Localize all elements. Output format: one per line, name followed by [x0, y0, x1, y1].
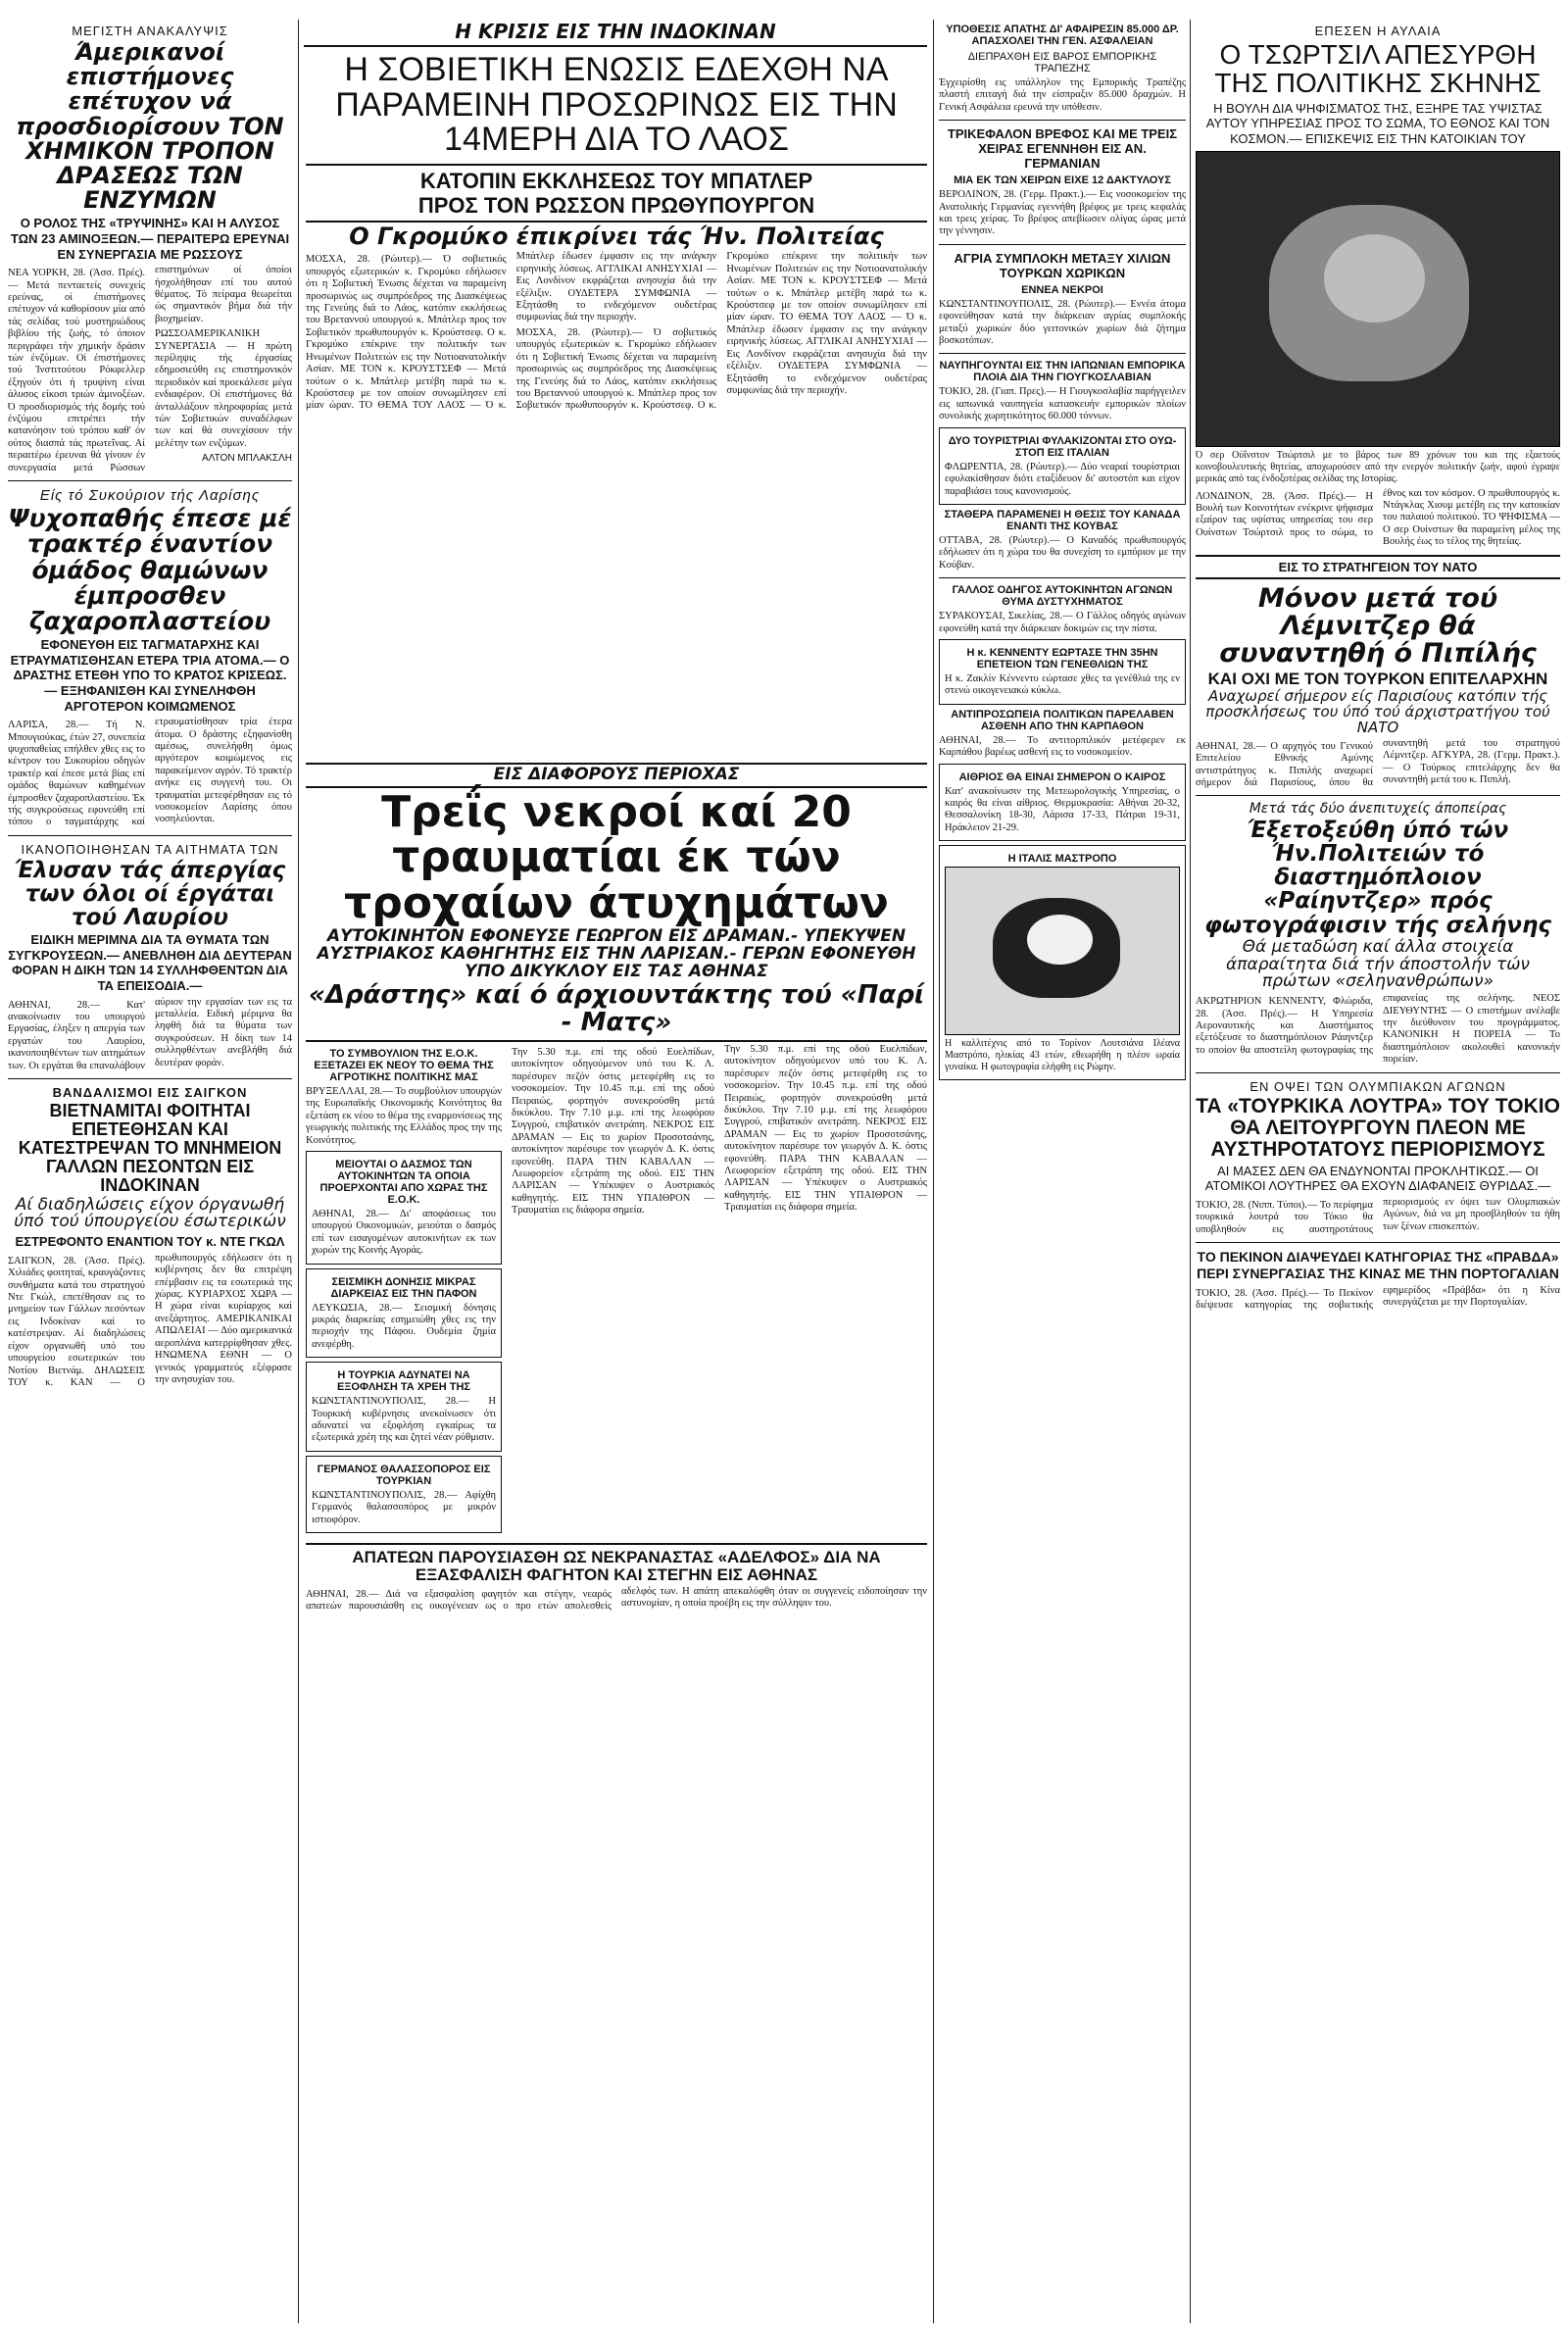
photo-caption: Ό σερ Ούΐνστον Τσώρτσιλ με το βάρος των 89 χρόνων του και της εξαετούς κοινοβουλευτικής θητείας, αποχωρούσεν από την ενεργόν πολιτικήν ζωήν, αφού έγραψε μερικάς από τας ένδοξοτέρας σελίδας της Ιστορίας.	[1196, 449, 1560, 484]
article-body: ΛΑΡΙΣΑ, 28.— Τή Ν. Μπουγιούκας, έτών 27, συνεπεία ψυχοπαθείας επήλθεν χθες εις το κέντρον του Συκουρίου οδηγών τρακτέρ καί έπεσε μετά βίας επί ομάδος θαμώνων καθημένων έμπροσθεν ζαχαροπλαστείου. Έκ τής συγκρούσεως εφονεύθη επί τόπου ο ταγματάρχης καί ετραυματίσθησαν τρία έτερα άτομα. Ο δράστης εξηφανίσθη αμέσως, συνελήφθη όμως αργότερον κοιμώμενος εις παρακείμενον αγρόν. Τό τρακτέρ ανήκε εις συγγενή του. Οι τραυματίαι μετεφέρθησαν εις τό νοσοκομείον Λαρίσης όπου νοσηλεύονται.	[8, 717, 292, 828]
brief-body: ΛΕΥΚΩΣΙΑ, 28.— Σεισμική δόνησις μικράς διαρκείας εσημειώθη χθες εις την περιοχήν της Πάφου. Ουδεμία ζημία ανεφέρθη.	[312, 1302, 496, 1350]
article-body: ΑΚΡΩΤΗΡΙΟΝ ΚΕΝΝΕΝΤΥ, Φλώριδα, 28. (Άσσ. Πρές).— Η Υπηρεσία Αεροναυτικής και Διαστήματος εξετόξευσε το διαστημόπλοιον Ράιηντζερ το οποίον θα αποστείλη φωτογραφίας της επιφανείας της σελήνης. ΝΕΟΣ ΔΙΕΥΘΥΝΤΗΣ — Ο επιστήμων ανέλαβε την διεύθυνσιν του προγράμματος. ΚΑΝΟΝΙΚΗ Η ΠΟΡΕΙΑ — Το διαστημόπλοιον ακολουθεί κανονικήν πορείαν.	[1196, 993, 1560, 1066]
column-center	[306, 51, 927, 2323]
article-body: ΑΘΗΝΑΙ, 28.— Ο αρχηγός του Γενικού Επιτελείου Εθνικής Αμύνης αντιστράτηγος κ. Πιπιλής αναχωρεί σήμερον διά Παρισίους, όπου θα συναντηθή μετά του στρατηγού Λέμνιτζερ. ΑΓΚΥΡΑ, 28. (Γερμ. Πρακτ.).— Ο Τούρκος επιτελάρχης δεν θα συναντηθή μετά του κ. Πιπιλή.	[1196, 737, 1560, 788]
kicker: ΒΑΝΔΑΛΙΣΜΟΙ ΕΙΣ ΣΑΙΓΚΟΝ	[52, 1085, 248, 1101]
photo-title: Η ΙΤΑΛΙΣ ΜΑΣΤΡΟΠΟ	[1007, 853, 1117, 866]
headline-saigon-2: Αί διαδηλώσεις είχον όργανωθή ύπό τού ύπουργείου έσωτερικών	[14, 1194, 286, 1232]
churchill-photo	[1196, 151, 1560, 447]
article-body: ΑΘΗΝΑΙ, 28.— Το αντιτορπιλικόν μετέφερεν εκ Καρπάθου βαρέως ασθενή εις το νοσοκομείον.	[939, 734, 1186, 759]
section-banner: Η ΚΡΙΣΙΣ ΕΙΣ ΤΗΝ ΙΝΔΟΚΙΝΑΝ	[304, 20, 927, 47]
article-body: Η κ. Ζακλίν Κέννεντυ εώρτασε χθες τα γενέθλιά της εν στενώ οικογενειακώ κύκλω.	[945, 672, 1180, 697]
headline-lavrion: Έλυσαν τάς άπεργίας των όλοι οί έργάται τού Λαυρίου	[14, 857, 286, 931]
article-body: ΚΩΝΣΤΑΝΤΙΝΟΥΠΟΛΙΣ, 28. (Ρώυτερ).— Εννέα άτομα εφονεύθησαν κατά την διάρκειαν αγρίας συμπλοκής μεταξύ χωρικών δύο γειτονικών χωρίων διά ζήτημα βοσκοτόπων.	[939, 298, 1186, 347]
photo-caption: Η καλλιτέχνις από το Τορίνον Λουτσιάνα Ιλέανα Μαστρόπο, ηλικίας 43 ετών, εθεωρήθη η πλέον ωραία γυναίκα. Η φωτογραφία ελήφθη εις Ρώμην.	[945, 1038, 1180, 1073]
brief-title: ΜΕΙΟΥΤΑΙ Ο ΔΑΣΜΟΣ ΤΩΝ ΑΥΤΟΚΙΝΗΤΩΝ ΤΑ ΟΠΟΙΑ ΠΡΟΕΡΧΟΝΤΑΙ ΑΠΟ ΧΩΡΑΣ ΤΗΣ Ε.Ο.Κ.	[319, 1159, 488, 1206]
headline-ships: ΝΑΥΠΗΓΟΥΝΤΑΙ ΕΙΣ ΤΗΝ ΙΑΠΩΝΙΑΝ ΕΜΠΟΡΙΚΑ ΠΛΟΙΑ ΔΙΑ ΤΗΝ ΓΙΟΥΓΚΟΣΛΑΒΙΑΝ	[939, 360, 1186, 384]
subheadline: ΜΙΑ ΕΚ ΤΩΝ ΧΕΙΡΩΝ ΕΙΧΕ 12 ΔΑΚΤΥΛΟΥΣ	[954, 174, 1171, 187]
article-body: ΜΟΣΧΑ, 28. (Ρώυτερ).— Ό σοβιετικός υπουργός εξωτερικών κ. Γκρομύκο εδήλωσεν ότι η Σοβιετική Ένωσις δέχεται να παραμείνη προσωρινώς ως συμπρόεδρος της Διασκέψεως της Γενεύης διά το Λάος, κατόπιν εκκλήσεως του Βρεταννού υπουργού κ. Μπάτλερ προς τον Σοβιετικόν πρωθυπουργόν κ. Κρούστσεφ. Ο κ. Γκρομύκο επέκρινε την πολιτικήν των Ηνωμένων Πολιτειών εις την Νοτιοανατολικήν Ασίαν. ΜΕ ΤΟΝ κ. ΚΡΟΥΣΤΣΕΦ — Μετά τούτων ο κ. Μπάτλερ μετέβη παρά τω κ. Κρούστσεφ με τον οποίον συνωμίλησεν επί μίαν ώραν. ΤΟ ΘΕΜΑ ΤΟΥ ΛΑΟΣ — Ό κ. Μπάτλερ έδωσεν έμφασιν εις την ανάγκην ειρηνικής λύσεως. ΑΓΓΛΙΚΑΙ ΑΝΗΣΥΧΙΑΙ — Εις Λονδίνον εκφράζεται ανησυχία διά την εξέλιξιν. ΟΥΔΕΤΕΡΑ ΣΥΜΦΩΝΙΑ — Εξητάσθη το ενδεχόμενον ουδετέρας συμφωνίας διά την περιοχήν.	[306, 251, 717, 412]
column-third	[939, 20, 1186, 2323]
kicker: ΕΠΕΣΕΝ Η ΑΥΛΑΙΑ	[1314, 24, 1442, 38]
subheadline: ΑΙ ΜΑΣΕΣ ΔΕΝ ΘΑ ΕΝΔΥΝΟΝΤΑΙ ΠΡΟΚΛΗΤΙΚΩΣ.— ΟΙ ΑΤΟΜΙΚΟΙ ΛΟΥΤΗΡΕΣ ΘΑ ΕΧΟΥΝ ΔΙΑΦΑΝΕΙΣ ΘΥΡΙΔΑΣ.—	[1204, 1163, 1551, 1194]
headline-weather: ΑΙΘΡΙΟΣ ΘΑ ΕΙΝΑΙ ΣΗΜΕΡΟΝ Ο ΚΑΙΡΟΣ	[958, 770, 1166, 783]
headline-fraud: ΥΠΟΘΕΣΙΣ ΑΠΑΤΗΣ ΔΙ' ΑΦΑΙΡΕΣΙΝ 85.000 ΔΡ. ΑΠΑΣΧΟΛΕΙ ΤΗΝ ΓΕΝ. ΑΣΦΑΛΕΙΑΝ	[946, 24, 1179, 47]
article-body: ΦΛΩΡΕΝΤΙΑ, 28. (Ρώυτερ).— Δύο νεαραί τουρίστριαι εφυλακίσθησαν διότι εταξίδευον δι' αυτοστόπ και είχον παραβιάσει τους κανονισμούς.	[945, 461, 1180, 497]
headline-racer: ΓΑΛΛΟΣ ΟΔΗΓΟΣ ΑΥΤΟΚΙΝΗΤΩΝ ΑΓΩΝΩΝ ΘΥΜΑ ΔΥΣΤΥΧΗΜΑΤΟΣ	[952, 584, 1173, 609]
section-kicker-nato: ΕΙΣ ΤΟ ΣΤΡΑΤΗΓΕΙΟΝ ΤΟΥ ΝΑΤΟ	[1196, 555, 1560, 579]
headline-baby: ΤΡΙΚΕΦΑΛΟΝ ΒΡΕΦΟΣ ΚΑΙ ΜΕ ΤΡΕΙΣ ΧΕΙΡΑΣ ΕΓΕΝΝΗΘΗ ΕΙΣ ΑΝ. ΓΕΡΜΑΝΙΑΝ	[947, 126, 1178, 172]
subheadline: ΕΝΝΕΑ ΝΕΚΡΟΙ	[1021, 283, 1103, 296]
headline-tokyo-baths: ΤΑ «ΤΟΥΡΚΙΚΑ ΛΟΥΤΡΑ» ΤΟΥ ΤΟΚΙΟ ΘΑ ΛΕΙΤΟΥΡΓΟΥΝ ΠΛΕΟΝ ΜΕ ΑΥΣΤΗΡΟΤΑΤΟΥΣ ΠΕΡΙΟΡΙΣΜΟΥΣ	[1196, 1094, 1560, 1161]
brief-body: ΚΩΝΣΤΑΝΤΙΝΟΥΠΟΛΙΣ, 28.— Αφίχθη Γερμανός θαλασσοπόρος με μικρόν ιστιοφόρον.	[312, 1489, 496, 1525]
headline-traffic: Τρεΐς νεκροί καί 20 τραυματίαι έκ τών τροχαίων άτυχημάτων	[344, 787, 889, 928]
headline-kennedy: Η κ. ΚΕΝΝΕΝΤΥ ΕΩΡΤΑΣΕ ΤΗΝ 35ΗΝ ΕΠΕΤΕΙΟΝ ΤΩΝ ΓΕΝΕΘΛΙΩΝ ΤΗΣ	[966, 646, 1158, 670]
subheadline: ΕΙΔΙΚΗ ΜΕΡΙΜΝΑ ΔΙΑ ΤΑ ΘΥΜΑΤΑ ΤΩΝ ΣΥΓΚΡΟΥΣΕΩΝ.— ΑΝΕΒΛΗΘΗ ΔΙΑ ΔΕΥΤΕΡΑΝ ΦΟΡΑΝ Η ΔΙΚΗ ΤΩΝ 14 ΣΥΛΛΗΦΘΕΝΤΩΝ ΔΙΑ ΤΑ ΕΠΕΙΣΟΔΙΑ.—	[8, 932, 292, 994]
article-body: ΝΕΑ ΥΟΡΚΗ, 28. (Άσσ. Πρές). — Μετά πενταετείς συνεχείς ερεύνας, οί έπιστήμονες επέτυχον νά καθορίσουν μία από τάς σελίδας τού μυστηριώδους βιβλίου τής ζωής, τό όποιον περιγράφει τήν χημικήν δράσιν τών ένζύμων. Οί έπιστήμονες τού Ίνστιτούτου Ρόκφελλερ έξηγούν ότι ή τρυψίνη είναι άλυσος είκοσι τριών άμινοξέων. Ό προσδιορισμός τής δομής τού ένζύμου επιτρέπει τήν κατανόησιν τού τρόπου καθ' όν ούτος διασπά τάς πρωτεΐνας. Αί περαιτέρω έρευναι θά γίνουν έν συνεργασία μετά Ρώσσων επιστημόνων οί όποίοι ήσχολήθησαν επί του αυτού θέματος. Τό πείραμα θεωρείται ώς σημαντικόν βήμα διά τήν βιοχημείαν.	[8, 265, 292, 473]
article-body: ΒΕΡΟΛΙΝΟΝ, 28. (Γερμ. Πρακτ.).— Εις νοσοκομείον της Ανατολικής Γερμανίας εγεννήθη βρέφος με τρεις κεφαλάς και τρεις χείρας. Το βρέφος απεβίωσεν ολίγας ώρας μετά την γέννησιν.	[939, 189, 1186, 237]
traffic-article	[512, 1044, 927, 1537]
headline-peking: ΤΟ ΠΕΚΙΝΟΝ ΔΙΑΨΕΥΔΕΙ ΚΑΤΗΓΟΡΙΑΣ ΤΗΣ «ΠΡΑΒΔΑ» ΠΕΡΙ ΣΥΝΕΡΓΑΣΙΑΣ ΤΗΣ ΚΙΝΑΣ ΜΕ ΤΗΝ ΠΟΡΤΟΓΑΛΙΑΝ	[1197, 1249, 1559, 1282]
article-body: ΡΩΣΣΟΑΜΕΡΙΚΑΝΙΚΗ ΣΥΝΕΡΓΑΣΙΑ — Η πρώτη περίληψις τής έργασίας εδημοσιεύθη εις επιστημονικόν περιοδικόν καί προεκάλεσε μέγα ενδιαφέρον. Οί επιστήμονες θά άνταλλάξουν πληροφορίας μετά τών Σοβιετικών συναδέλφων των καί θά συνεχίσουν τήν μελέτην των ενζύμων.	[155, 328, 292, 449]
brief-title: ΓΕΡΜΑΝΟΣ ΘΑΛΑΣΣΟΠΟΡΟΣ ΕΙΣ ΤΟΥΡΚΙΑΝ	[317, 1463, 491, 1487]
article-body: ΜΟΣΧΑ, 28. (Ρώυτερ).— Ό σοβιετικός υπουργός εξωτερικών κ. Γκρομύκο εδήλωσεν ότι η Σοβιετική Ένωσις δέχεται να παραμείνη προσωρινώς ως συμπρόεδρος της Διασκέψεως της Γενεύης διά το Λάος, κατόπιν εκκλήσεως του Βρεταννού υπουργού κ. Μπάτλερ προς τον Σοβιετικόν πρωθυπουργόν κ. Κρούστσεφ. Ο κ. Γκρομύκο επέκρινε την πολιτικήν των Ηνωμένων Πολιτειών εις την Νοτιοανατολικήν Ασίαν. ΜΕ ΤΟΝ κ. ΚΡΟΥΣΤΣΕΦ — Μετά τούτων ο κ. Μπάτλερ μετέβη παρά τω κ. Κρούστσεφ με τον οποίον συνωμίλησεν επί μίαν ώραν. ΤΟ ΘΕΜΑ ΤΟΥ ΛΑΟΣ — Ό κ. Μπάτλερ έδωσεν έμφασιν εις την ανάγκην ειρηνικής λύσεως. ΑΓΓΛΙΚΑΙ ΑΝΗΣΥΧΙΑΙ — Εις Λονδίνον εκφράζεται ανησυχία διά την εξέλιξιν. ΟΥΔΕΤΕΡΑ ΣΥΜΦΩΝΙΑ — Εξητάσθη το ενδεχόμενον ουδετέρας συμφωνίας διά την περιοχήν.	[515, 251, 927, 412]
subheadline-butler: ΚΑΤΟΠΙΝ ΕΚΚΛΗΣΕΩΣ ΤΟΥ ΜΠΑΤΛΕΡ	[306, 164, 927, 192]
brief-title: Η ΤΟΥΡΚΙΑ ΑΔΥΝΑΤΕΙ ΝΑ ΕΞΟΦΛΗΣΗ ΤΑ ΧΡΕΗ ΤΗΣ	[336, 1369, 471, 1394]
headline-impostor: ΑΠΑΤΕΩΝ ΠΑΡΟΥΣΙΑΣΘΗ ΩΣ ΝΕΚΡΑΝΑΣΤΑΣ «ΑΔΕΛΦΟΣ» ΔΙΑ ΝΑ ΕΞΑΣΦΑΛΙΣΗ ΦΑΓΗΤΟΝ ΚΑΙ ΣΤΕΓΗΝ ΕΙΣ ΑΘΗΝΑΣ	[306, 1543, 927, 1584]
headline-tractor: Ψυχοπαθής έπεσε μέ τρακτέρ έναντίον όμάδος θαμώνων έμπροσθεν ζαχαροπλαστείου	[8, 504, 292, 635]
portrait-photo	[945, 867, 1180, 1035]
article-body: ΤΟΚΙΟ, 28. (Γιαπ. Πρες).— Η Γιουγκοσλαβία παρήγγειλεν εις ιαπωνικά ναυπηγεία κατασκευήν εμπορικών πλοίων συνολικής χωρητικότητος 60.000 τόννων.	[939, 386, 1186, 422]
weather-body: Κατ' ανακοίνωσιν της Μετεωρολογικής Υπηρεσίας, ο καιρός θα είναι αίθριος. Θερμοκρασία: Αθήναι 20-32, Θεσσαλονίκη 18-30, Λάρισα 17-33, Πάτραι 19-31, Ηράκλειον 21-29.	[945, 785, 1180, 833]
column-rule	[298, 20, 299, 2323]
article-body: Την 5.30 π.μ. επί της οδού Ευελπίδων, αυτοκίνητον οδηγούμενον υπό του Κ. Λ. παρέσυρεν πεζόν όστις μετεφέρθη εις το νοσοκομείον. Την 10.45 π.μ. επί της οδού Πειραιώς, φορτηγόν συνεκρούσθη μετά δικύκλου. Την 7.10 μ.μ. επί της λεωφόρου Συγγρού, επιβατικόν ανετράπη. ΝΕΚΡΟΣ ΕΙΣ ΔΡΑΜΑΝ — Εις το χωρίον Προσοτσάνης, αυτοκίνητον παρέσυρε τον γεωργόν Δ. Κ. όστις εφονεύθη. ΠΑΡΑ ΤΗΝ ΚΑΒΑΛΑΝ — Λεωφορείον εξετράπη της οδού. ΕΙΣ ΤΗΝ ΛΑΡΙΣΑΝ — Υπέκυψεν ο Αυστριακός καθηγητής. ΕΙΣ ΤΗΝ ΥΠΑΙΘΡΟΝ — Τραυματίαι εις διάφορα σημεία.	[512, 1046, 714, 1217]
headline-tourists: ΔΥΟ ΤΟΥΡΙΣΤΡΙΑΙ ΦΥΛΑΚΙΖΟΝΤΑΙ ΣΤΟ ΟΥΩ-ΣΤΟΠ ΕΙΣ ΙΤΑΛΙΑΝ	[948, 434, 1177, 459]
headline-churchill: Ο ΤΣΩΡΤΣΙΛ ΑΠΕΣΥΡΘΗ ΤΗΣ ΠΟΛΙΤΙΚΗΣ ΣΚΗΝΗΣ	[1214, 39, 1542, 99]
kicker: ΕΝ ΟΨΕΙ ΤΩΝ ΟΛΥΜΠΙΑΚΩΝ ΑΓΩΝΩΝ	[1250, 1078, 1506, 1094]
subheadline-gromyko: Ο Γκρομύκο έπικρίνει τάς Ήν. Πολιτείας	[349, 223, 884, 251]
kicker: Μετά τάς δύο άνεπιτυχείς άποπείρας	[1249, 801, 1507, 818]
brief-body: ΑΘΗΝΑΙ, 28.— Δι' αποφάσεως του υπουργού Οικονομικών, μειούται ο δασμός επί των εισαγομένων αυτοκινήτων εκ των χωρών της Κοινής Αγοράς.	[312, 1209, 496, 1257]
article-body: ΣΑΙΓΚΟΝ, 28. (Άσσ. Πρές). Χιλιάδες φοιτηταί, κραυγάζοντες συνθήματα κατά του στρατηγού Ντε Γκώλ, επετέθησαν εις το μνημείον των Γάλλων πεσόντων εις Ινδοκίναν καί το κατέστρεψαν. Αί διαδηλώσεις είχον οργανωθή υπό του υπουργείου εσωτερικών του Νοτίου Βιετνάμ. ΔΗΛΩΣΕΙΣ ΤΟΥ κ. ΚΑΝ — Ο πρωθυπουργός εδήλωσεν ότι η κυβέρνησις δεν θα επιτρέψη επέμβασιν εις τα εσωτερικά της χώρας. ΚΥΡΙΑΡΧΟΣ ΧΩΡΑ — Η χώρα είναι κυρίαρχος καί ανεξάρτητος. ΑΜΕΡΙΚΑΝΙΚΑΙ ΑΠΩΛΕΙΑΙ — Δύο αμερικανικά αεροπλάνα κατερρίφθησαν χθες. ΗΝΩΜΕΝΑ ΕΘΝΗ — Ο γενικός γραμματεύς εξέφρασε την ανησυχίαν του.	[8, 1252, 292, 1388]
article-body: ΑΘΗΝΑΙ, 28.— Διά να εξασφαλίση φαγητόν και στέγην, νεαρός απατεών παρουσιάσθη εις οικογένειαν ως ο προ ετών απολεσθείς αδελφός των. Η απάτη απεκαλύφθη όταν οι συγγενείς ειδοποίησαν την αστυνομίαν, η οποία προέβη εις την σύλληψιν του.	[306, 1585, 927, 1613]
column-right	[1196, 20, 1560, 2323]
headline-lemnitzer: Μόνον μετά τού Λέμνιτζερ θά συναντηθή ό Πιπίλής	[1219, 582, 1537, 670]
brief-title: ΤΟ ΣΥΜΒΟΥΛΙΟΝ ΤΗΣ Ε.Ο.Κ. ΕΞΕΤΑΖΕΙ ΕΚ ΝΕΟΥ ΤΟ ΘΕΜΑ ΤΗΣ ΑΓΡΟΤΙΚΗΣ ΠΟΛΙΤΙΚΗΣ ΜΑΣ	[314, 1047, 494, 1083]
subheadline: ΕΣΤΡΕΦΟΝΤΟ ΕΝΑΝΤΙΟΝ ΤΟΥ κ. ΝΤΕ ΓΚΩΛ	[15, 1234, 285, 1250]
headline-ranger: Έξετοξεύθη ύπό τών Ήν.Πολιτειών τό διαστημόπλοιον «Ραίηντζερ» πρός φωτογράφισιν τής σελήνης	[1204, 818, 1551, 938]
subheadline: ΕΦΟΝΕΥΘΗ ΕΙΣ ΤΑΓΜΑΤΑΡΧΗΣ ΚΑΙ ΕΤΡΑΥΜΑΤΙΣΘΗΣΑΝ ΕΤΕΡΑ ΤΡΙΑ ΑΤΟΜΑ.— Ο ΔΡΑΣΤΗΣ ΕΤΕΘΗ ΥΠΟ ΤΟ ΚΡΑΤΟΣ ΚΡΙΣΕΩΣ.— ΕΞΗΦΑΝΙΣΘΗ ΚΑΙ ΣΥΝΕΛΗΦΘΗ ΑΡΓΟΤΕΡΟΝ ΚΟΙΜΩΜΕΝΟΣ	[10, 637, 290, 714]
article-body: ΑΘΗΝΑΙ, 28.— Κατ' ανακοίνωσιν του υπουργού Εργασίας, έληξεν η απεργία των εργατών του Λαυρίου, ικανοποιηθέντων των αιτημάτων των. Οι εργάται θα επαναλάβουν αύριον την εργασίαν των εις τα μεταλλεία. Ειδική μέριμνα θα ληφθή διά τα θύματα των συγκρούσεων. Η δίκη των 14 συλληφθέντων ανεβλήθη διά δευτέραν φοράν.	[8, 996, 292, 1071]
subheadline: Θά μεταδώση καί άλλα στοιχεία άπαραίτητα διά τήν άποστολήν τών πρώτων «σεληνανθρώπων»	[1226, 936, 1530, 992]
article-body: ΤΟΚΙΟ, 28. (Άσσ. Πρές).— Το Πεκίνον διέψευσε κατηγορίας της σοβιετικής εφημερίδος «Πράβδα» ότι η Κίνα συνεργάζεται με την Πορτογαλίαν.	[1196, 1284, 1560, 1312]
headline-brawl: ΑΓΡΙΑ ΣΥΜΠΛΟΚΗ ΜΕΤΑΞΥ ΧΙΛΙΩΝ ΤΟΥΡΚΩΝ ΧΩΡΙΚΩΝ	[954, 250, 1171, 280]
subheadline: Ο ΡΟΛΟΣ ΤΗΣ «ΤΡΥΨΙΝΗΣ» ΚΑΙ Η ΑΛΥΣΟΣ ΤΩΝ 23 ΑΜΙΝΟΞΕΩΝ.— ΠΕΡΑΙΤΕΡΩ ΕΡΕΥΝΑΙ ΕΝ ΣΥΝΕΡΓΑΣΙΑ ΜΕ ΡΩΣΣΟΥΣ	[10, 216, 290, 262]
headline-soviet: Η ΣΟΒΙΕΤΙΚΗ ΕΝΩΣΙΣ ΕΔΕΧΘΗ ΝΑ ΠΑΡΑΜΕΙΝΗ ΠΡΟΣΩΡΙΝΩΣ ΕΙΣ ΤΗΝ 14ΜΕΡΗ ΔΙΑ ΤΟ ΛΑΟΣ	[335, 51, 898, 159]
article-body: ΤΟΚΙΟ, 28. (Νιππ. Τύποι).— Το περίφημα τουρκικά λουτρά του Τόκιο θα υποβληθούν εις αυστηροτάτους περιορισμούς εν όψει των Ολυμπιακών Αγώνων, διά να μη προσβληθούν τα ήθη των ξένων επισκεπτών.	[1196, 1197, 1560, 1235]
kicker: ΙΚΑΝΟΠΟΙΗΘΗΣΑΝ ΤΑ ΑΙΤΗΜΑΤΑ ΤΩΝ	[21, 841, 279, 857]
kicker: Είς τό Συκούριον τής Λαρίσης	[39, 487, 261, 504]
brief-title: ΣΕΙΣΜΙΚΗ ΔΟΝΗΣΙΣ ΜΙΚΡΑΣ ΔΙΑΡΚΕΙΑΣ ΕΙΣ ΤΗΝ ΠΑΦΟΝ	[330, 1275, 477, 1300]
kicker: ΜΕΓΙΣΤΗ ΑΝΑΚΑΛΥΨΙΣ	[72, 24, 228, 38]
headline-canada: ΣΤΑΘΕΡΑ ΠΑΡΑΜΕΝΕΙ Η ΘΕΣΙΣ ΤΟΥ ΚΑΝΑΔΑ ΕΝΑΝΤΙ ΤΗΣ ΚΟΥΒΑΣ	[944, 508, 1181, 532]
section-banner-regions: ΕΙΣ ΔΙΑΦΟΡΟΥΣ ΠΕΡΙΟΧΑΣ	[306, 763, 927, 788]
article-body: Έγχειρίσθη εις υπάλληλον της Εμπορικής Τραπέζης πλαστή επιταγή διά την είσπραξιν 85.000 δραχμών. Η Γενική Ασφάλεια ερευνά την υπόθεσιν.	[939, 77, 1186, 113]
headline-lemnitzer-2: ΚΑΙ ΟΧΙ ΜΕ ΤΟΝ ΤΟΥΡΚΟΝ ΕΠΙΤΕΛΑΡΧΗΝ	[1207, 669, 1548, 688]
byline: ΑΛΤΟΝ ΜΠΛΑΚΣΛΗ	[202, 453, 292, 465]
headline-enzymes: Άμερικανοί επιστήμονες επέτυχον νά προσδιορίσουν ΤΟΝ ΧΗΜΙΚΟΝ ΤΡΟΠΟΝ ΔΡΑΣΕΩΣ ΤΩΝ ΕΝΖΥΜΩΝ	[16, 38, 284, 215]
brief-body: ΚΩΝΣΤΑΝΤΙΝΟΥΠΟΛΙΣ, 28.— Η Τουρκική κυβέρνησις ανεκοίνωσεν ότι αδυνατεί να εξοφλήση εγκαίρως τα εξωτερικά χρέη της και ζητεί νέαν ρύθμισιν.	[312, 1396, 496, 1444]
article-body: ΟΤΤΑΒΑ, 28. (Ρώυτερ).— Ο Καναδός πρωθυπουργός εδήλωσεν ότι η χώρα του θα συνεχίση το εμπόριον με την Κούβαν.	[939, 534, 1186, 571]
subheadline: Η ΒΟΥΛΗ ΔΙΑ ΨΗΦΙΣΜΑΤΟΣ ΤΗΣ, ΕΞΗΡΕ ΤΑΣ ΥΨΙΣΤΑΣ ΑΥΤΟΥ ΥΠΗΡΕΣΙΑΣ ΠΡΟΣ ΤΟ ΣΩΜΑ, ΤΟ ΕΘΝΟΣ ΚΑΙ ΤΟΝ ΚΟΣΜΟΝ.— ΕΠΙΣΚΕΨΙΣ ΕΙΣ ΤΗΝ ΚΑΤΟΙΚΙΑΝ ΤΟΥ	[1205, 100, 1550, 146]
article-body: ΣΥΡΑΚΟΥΣΑΙ, Σικελίας, 28.— Ο Γάλλος οδηγός αγώνων εφονεύθη κατά την διάρκειαν δοκιμών εις την πίστα.	[939, 611, 1186, 634]
article-body: Την 5.30 π.μ. επί της οδού Ευελπίδων, αυτοκίνητον οδηγούμενον υπό του Κ. Λ. παρέσυρεν πεζόν όστις μετεφέρθη εις το νοσοκομείον. Την 10.45 π.μ. επί της οδού Πειραιώς, φορτηγόν συνεκρούσθη μετά δικύκλου. Την 7.10 μ.μ. επί της λεωφόρου Συγγρού, επιβατικόν ανετράπη. ΝΕΚΡΟΣ ΕΙΣ ΔΡΑΜΑΝ — Εις το χωρίον Προσοτσάνης, αυτοκίνητον παρέσυρε τον γεωργόν Δ. Κ. όστις εφονεύθη. ΠΑΡΑ ΤΗΝ ΚΑΒΑΛΑΝ — Λεωφορείον εξετράπη της οδού. ΕΙΣ ΤΗΝ ΛΑΡΙΣΑΝ — Υπέκυψεν ο Αυστριακός καθηγητής. ΕΙΣ ΤΗΝ ΥΠΑΙΘΡΟΝ — Τραυματίαι εις διάφορα σημεία.	[724, 1043, 927, 1214]
headline-karpathos: ΑΝΤΙΠΡΟΣΩΠΕΙΑ ΠΟΛΙΤΙΚΩΝ ΠΑΡΕΛΑΒΕΝ ΑΣΘΕΝΗ ΑΠΟ ΤΗΝ ΚΑΡΠΑΘΟΝ	[951, 708, 1174, 732]
subheadline-traffic: ΑΥΤΟΚΙΝΗΤΟΝ ΕΦΟΝΕΥΣΕ ΓΕΩΡΓΟΝ ΕΙΣ ΔΡΑΜΑΝ.- ΥΠΕΚΥΨΕΝ ΑΥΣΤΡΙΑΚΟΣ ΚΑΘΗΓΗΤΗΣ ΕΙΣ ΤΗΝ ΛΑΡΙΣΑΝ.- ΓΕΡΩΝ ΕΦΟΝΕΥΘΗ ΥΠΟ ΔΙΚΥΚΛΟΥ ΕΙΣ ΤΑΣ ΑΘΗΝΑΣ	[317, 925, 916, 981]
brief-body: ΒΡΥΞΕΛΛΑΙ, 28.— Το συμβούλιον υπουργών της Ευρωπαϊκής Οικονομικής Κοινότητος θα εξετάση εκ νέου το θέμα της εναρμονίσεως της γεωργικής πολιτικής της Ελλάδος προς την της Κοινότητος.	[306, 1085, 502, 1146]
headline-saigon: ΒΙΕΤΝΑΜΙΤΑΙ ΦΟΙΤΗΤΑΙ ΕΠΕΤΕΘΗΣΑΝ ΚΑΙ ΚΑΤΕΣΤΡΕΨΑΝ ΤΟ ΜΝΗΜΕΙΟΝ ΓΑΛΛΩΝ ΠΕΣΟΝΤΩΝ ΕΙΣ ΙΝΔΟΚΙΝΑΝ	[18, 1101, 282, 1195]
article-body: ΛΟΝΔΙΝΟΝ, 28. (Άσσ. Πρές).— Η Βουλή των Κοινοτήτων ενέκρινε ψήφισμα εξαίρον τας υψίστας υπηρεσίας του σερ Ουίνστων Τσώρτσιλ προς το σώμα, το έθνος και τον κόσμον. Ο πρωθυπουργός κ. Ντάγκλας Χιουμ μετέβη εις την κατοικίαν του παλαιού πολιτικού. ΤΟ ΨΗΦΙΣΜΑ — Ο σερ Ουίνστων θα παραμείνη μέλος της Βουλής έως το τέλος της θητείας.	[1196, 487, 1560, 548]
subheadline-russian-pm: ΠΡΟΣ ΤΟΝ ΡΩΣΣΟΝ ΠΡΩΘΥΠΟΥΡΓΟΝ	[306, 194, 927, 223]
column-rule	[1190, 20, 1191, 2323]
column-rule	[933, 20, 934, 2323]
sidebar-briefs	[306, 1044, 502, 1537]
headline-paris-match: «Δράστης» καί ό άρχιουντάκτης τού «Παρί - Ματς»	[306, 982, 927, 1042]
subheadline: Αναχωρεί σήμερον είς Παρισίους κατόπιν τής προσκλήσεως του ύπό τού άρχιστρατήγου τού ΝΑΤΟ	[1205, 687, 1550, 736]
subheadline: ΔΙΕΠΡΑΧΘΗ ΕΙΣ ΒΑΡΟΣ ΕΜΠΟΡΙΚΗΣ ΤΡΑΠΕΖΗΣ	[967, 51, 1157, 74]
column-left	[8, 20, 292, 2323]
